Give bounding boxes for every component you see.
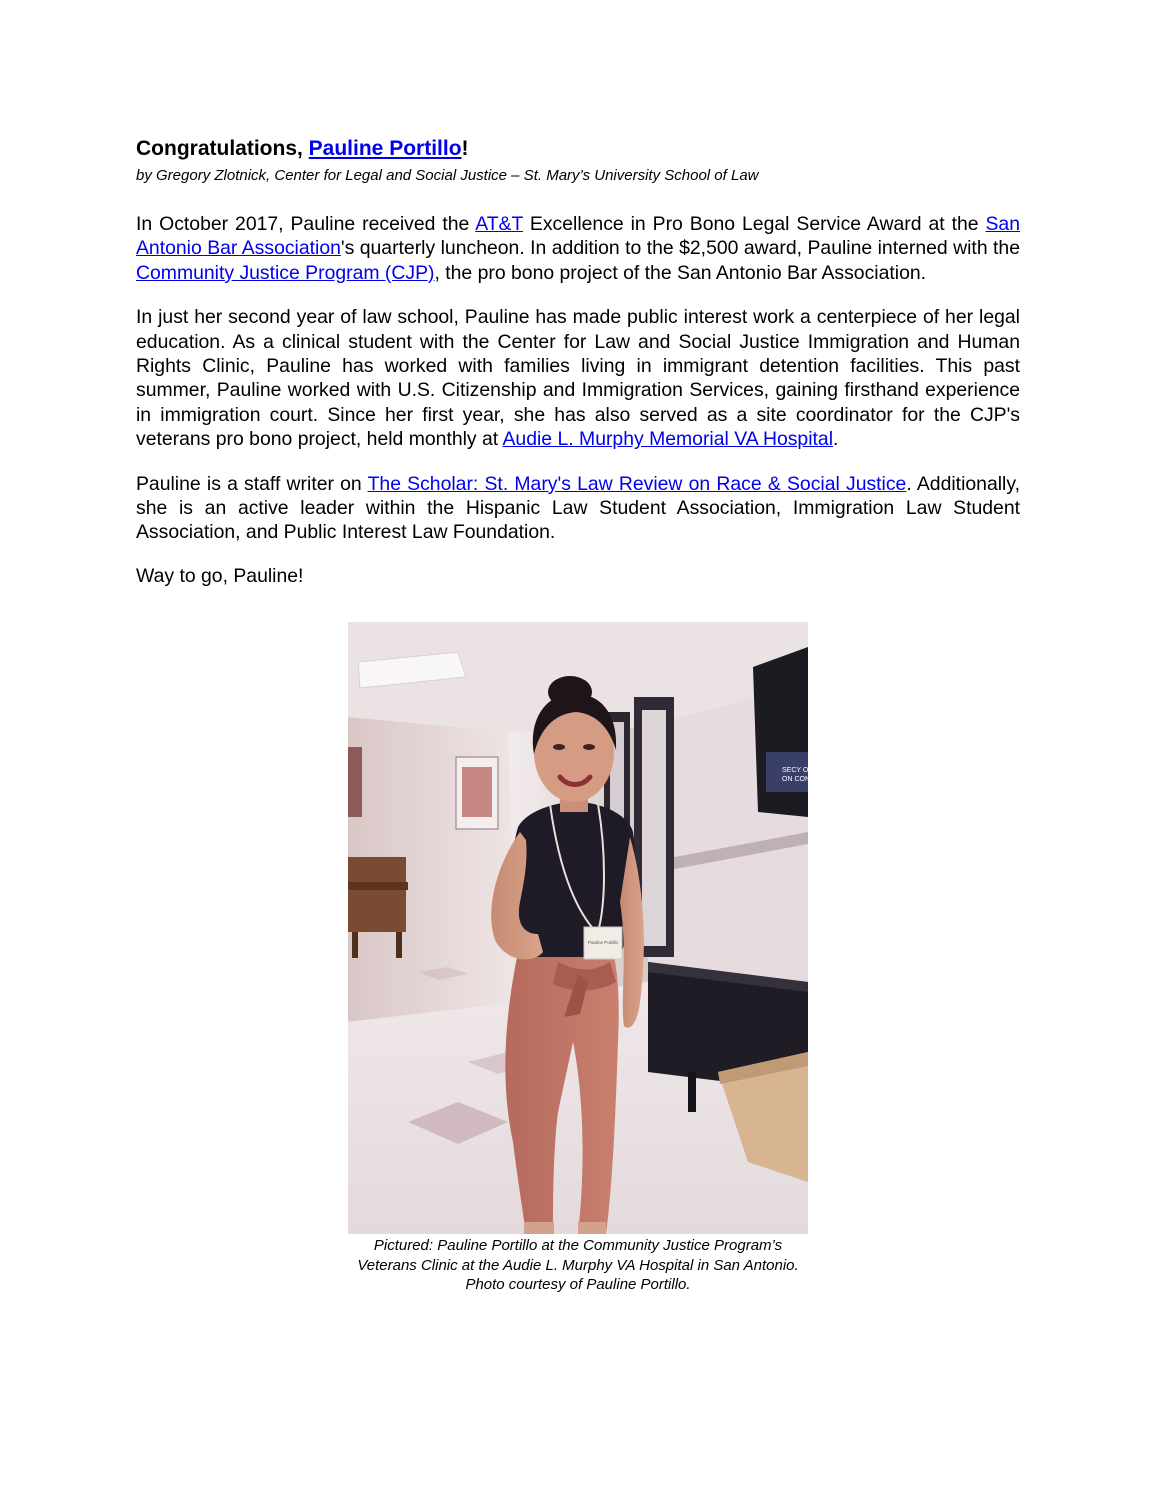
- photo-illustration: [348, 622, 816, 1234]
- tv-caption-2: ON CONG: [782, 776, 816, 783]
- article: [136, 136, 1020, 588]
- paragraph-award: [136, 212, 1020, 285]
- caption-line-3: Photo courtesy of Pauline Portillo.: [465, 1276, 691, 1293]
- paragraph-text: . Additionally, she is an active leader within the Hispanic Law Student Association, Immigration Law Student Association, and Public Interest Law Foundation.: [136, 472, 1020, 544]
- paragraph-text: Pauline is a staff writer on: [136, 472, 368, 495]
- tv-caption-1: SECY OF: [782, 767, 813, 774]
- att-link[interactable]: AT&T: [475, 213, 523, 235]
- paragraph-text: In just her second year of law school, Pauline has made public interest work a centerpiece of her legal education. As a clinical student with the Center for Law and Social Justice Immigration and Human Rights Clinic, Pauline has worked with families living in immigrant detention facilities. This past summer, Pauline worked with U.S. Citizenship and Immigration Services, gaining firsthand experience in immigration court. Since her first year, she has also served as a site coordinator for the CJP's veterans pro bono project, held monthly at: [136, 306, 1020, 451]
- paragraph-text: In October 2017, Pauline received the: [136, 213, 476, 235]
- paragraph-text: 's quarterly luncheon. In addition to the $2,500 award, Pauline interned with the: [340, 237, 1020, 260]
- title-prefix: Congratulations,: [136, 137, 309, 160]
- paragraph-text: .: [833, 428, 839, 451]
- paragraph-text: , the pro bono project of the San Antonio Bar Association.: [434, 261, 927, 284]
- pauline-portillo-link[interactable]: Pauline Portillo: [308, 137, 462, 160]
- portrait-photo: [348, 622, 816, 1234]
- san-antonio-bar-association-link[interactable]: San Antonio Bar Association: [136, 213, 1021, 260]
- article-title: [136, 136, 1020, 162]
- title-suffix: !: [461, 137, 469, 160]
- paragraph-closing: Way to go, Pauline!: [136, 564, 304, 587]
- byline: by Gregory Zlotnick, Center for Legal and Social Justice – St. Mary’s University School of Law: [136, 167, 759, 184]
- paragraph-text: Excellence in Pro Bono Legal Service Award at the: [522, 213, 986, 235]
- va-hospital-link[interactable]: Audie L. Murphy Memorial VA Hospital: [502, 428, 834, 451]
- caption-line-1: Pictured: Pauline Portillo at the Community Justice Program’s: [373, 1237, 783, 1254]
- photo-caption: [300, 1236, 856, 1295]
- the-scholar-link[interactable]: The Scholar: St. Mary's Law Review on Race & Social Justice: [367, 472, 907, 495]
- community-justice-program-link[interactable]: Community Justice Program (CJP): [136, 261, 435, 284]
- caption-line-2: Veterans Clinic at the Audie L. Murphy VA Hospital in San Antonio.: [357, 1256, 799, 1274]
- name-badge-text: Pauline Portillo: [588, 940, 619, 945]
- paragraph-education: [136, 305, 1020, 451]
- paragraph-scholar: [136, 472, 1020, 545]
